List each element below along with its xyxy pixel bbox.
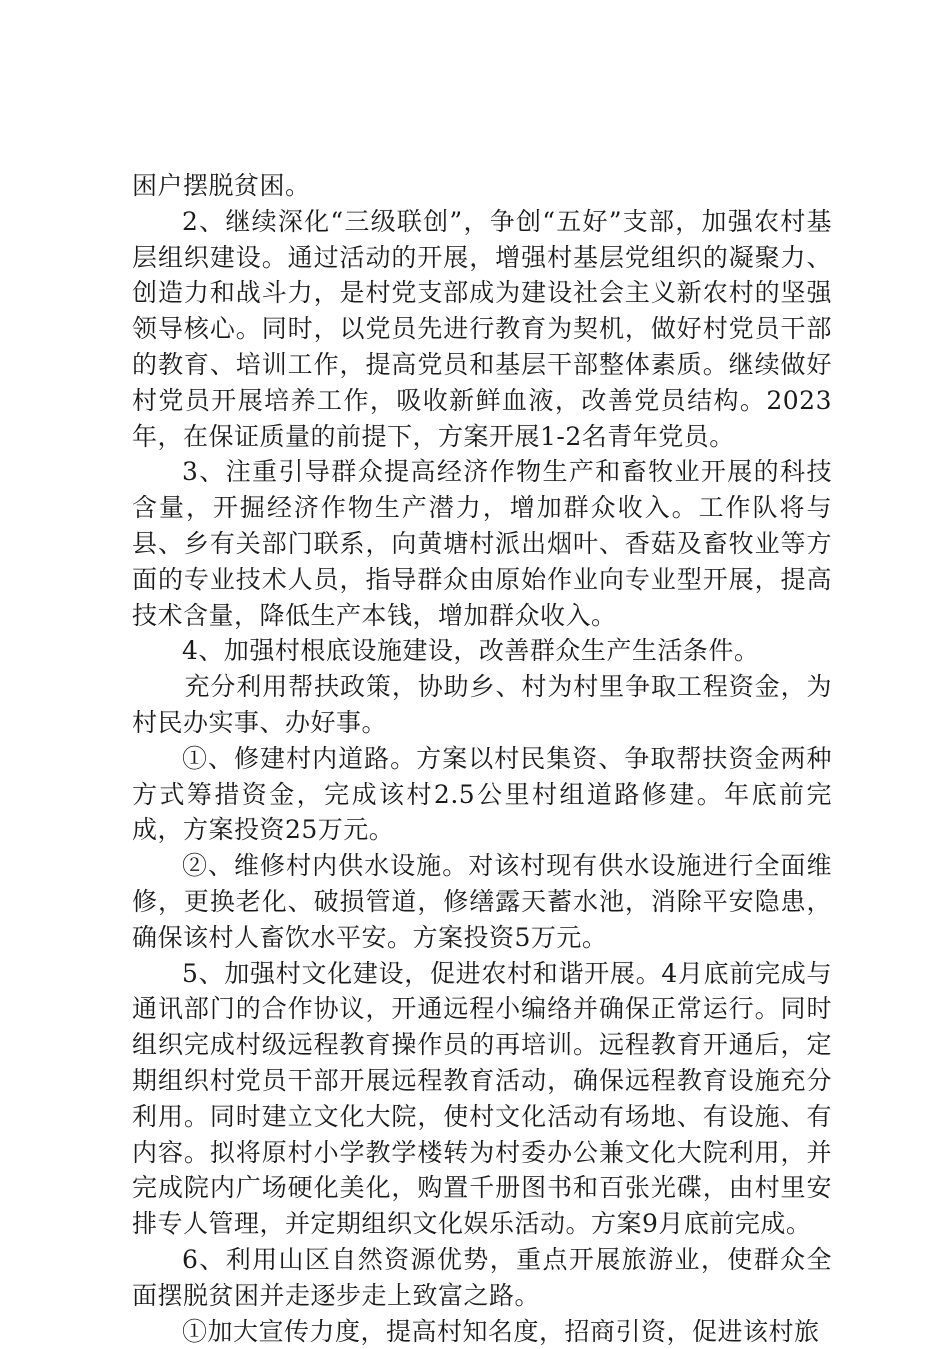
paragraph-item-3: 3、注重引导群众提高经济作物生产和畜牧业开展的科技含量，开掘经济作物生产潜力，增加群众收入。工作队将与县、乡有关部门联系，向黄塘村派出烟叶、香菇及畜牧业等方面的专业技术人员，指导群众由原始作业向专业型开展，提高技术含量，降低生产本钱，增加群众收入。: [132, 454, 832, 633]
document-body: [132, 168, 832, 1349]
paragraph-subitem-promotion: ①加大宣传力度，提高村知名度，招商引资，促进该村旅: [132, 1314, 832, 1349]
paragraph-continuation: 困户摆脱贫困。: [132, 168, 832, 204]
paragraph-item-5: 5、加强村文化建设，促进农村和谐开展。4月底前完成与通讯部门的合作协议，开通远程小编络并确保正常运行。同时组织完成村级远程教育操作员的再培训。远程教育开通后，定期组织村党员干部开展远程教育活动，确保远程教育设施充分利用。同时建立文化大院，使村文化活动有场地、有设施、有内容。拟将原村小学教学楼转为村委办公兼文化大院利用，并完成院内广场硬化美化，购置千册图书和百张光碟，由村里安排专人管理，并定期组织文化娱乐活动。方案9月底前完成。: [132, 956, 832, 1242]
paragraph-item-2: 2、继续深化“三级联创”，争创“五好”支部，加强农村基层组织建设。通过活动的开展，增强村基层党组织的凝聚力、创造力和战斗力，是村党支部成为建设社会主义新农村的坚强领导核心。同时，以党员先进行教育为契机，做好村党员干部的教育、培训工作，提高党员和基层干部整体素质。继续做好村党员开展培养工作，吸收新鲜血液，改善党员结构。2023年，在保证质量的前提下，方案开展1-2名青年党员。: [132, 204, 832, 455]
paragraph-item-6: 6、利用山区自然资源优势，重点开展旅游业，使群众全面摆脱贫困并走逐步走上致富之路。: [132, 1242, 832, 1314]
paragraph-subitem-road: ①、修建村内道路。方案以村民集资、争取帮扶资金两种方式筹措资金，完成该村2.5公里村组道路修建。年底前完成，方案投资25万元。: [132, 741, 832, 848]
paragraph-item-4-detail: 充分利用帮扶政策，协助乡、村为村里争取工程资金，为村民办实事、办好事。: [132, 669, 832, 741]
paragraph-subitem-water: ②、维修村内供水设施。对该村现有供水设施进行全面维修，更换老化、破损管道，修缮露天蓄水池，消除平安隐患，确保该村人畜饮水平安。方案投资5万元。: [132, 848, 832, 955]
paragraph-item-4: 4、加强村根底设施建设，改善群众生产生活条件。: [132, 633, 832, 669]
